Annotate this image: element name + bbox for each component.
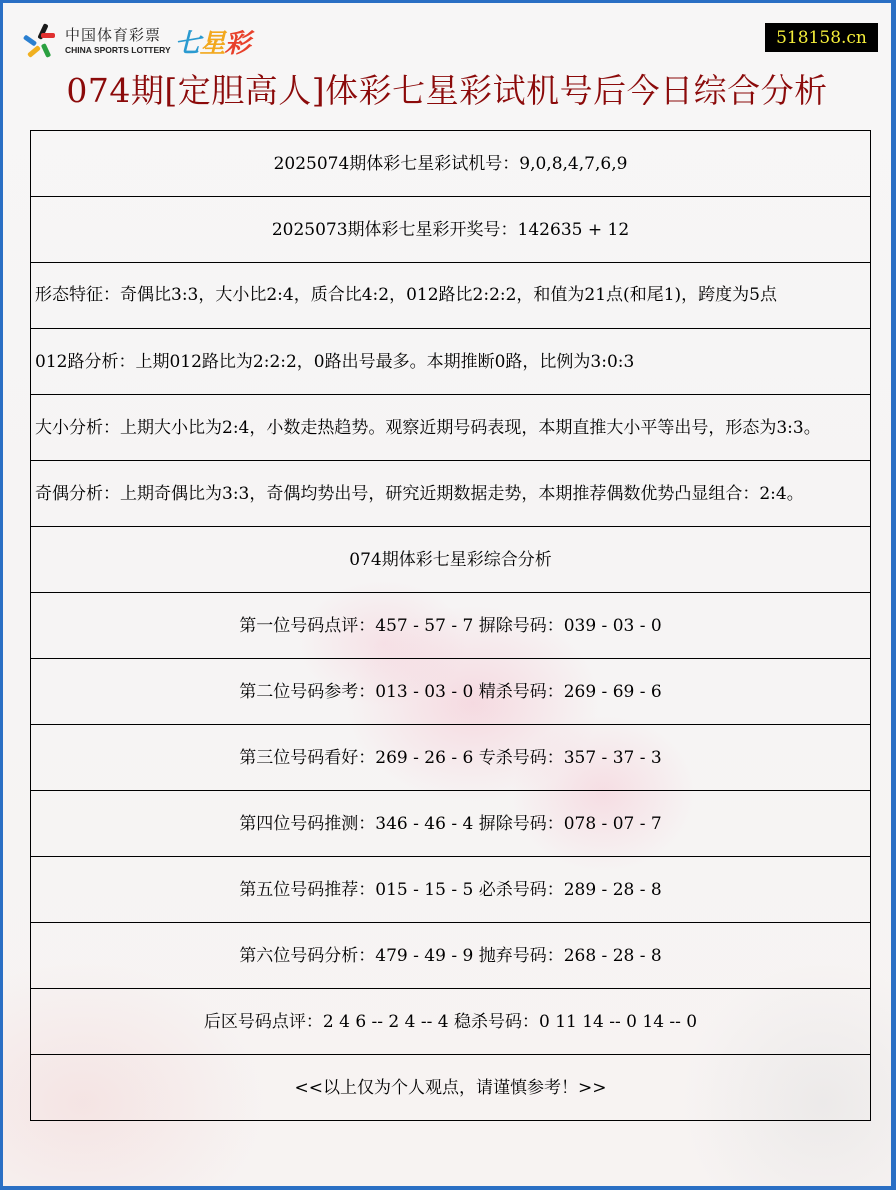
table-row-pattern-features: 形态特征：奇偶比3:3，大小比2:4，质合比4:2，012路比2:2:2，和值为21点(和尾1)，跨度为5点 [31, 263, 870, 329]
logo-cn-name: 中国体育彩票 [65, 25, 162, 44]
table-row-position-5: 第五位号码推荐：015 - 15 - 5 必杀号码：289 - 28 - 8 [31, 857, 870, 923]
china-sports-lottery-logo [21, 23, 250, 59]
table-row-disclaimer: <<以上仅为个人观点，请谨慎参考！>> [31, 1055, 870, 1121]
table-row-odd-even-analysis: 奇偶分析：上期奇偶比为3:3，奇偶均势出号，研究近期数据走势，本期推荐偶数优势凸显组合：2:4。 [31, 461, 870, 527]
page-frame [3, 3, 891, 1186]
lottery-logo-icon [21, 23, 59, 59]
game-name-char: 星 [199, 28, 225, 59]
table-row-size-analysis: 大小分析：上期大小比为2:4，小数走热趋势。观察近期号码表现，本期直推大小平等出号，形态为3:3。 [31, 395, 870, 461]
site-badge: 518158.cn [765, 23, 878, 52]
logo-en-name: CHINA SPORTS LOTTERY [65, 44, 171, 55]
game-name-char: 七 [174, 28, 200, 59]
table-row-trial-number: 2025074期体彩七星彩试机号：9,0,8,4,7,6,9 [31, 131, 870, 197]
table-row-position-2: 第二位号码参考：013 - 03 - 0 精杀号码：269 - 69 - 6 [31, 659, 870, 725]
page-title: 074期[定胆高人]体彩七星彩试机号后今日综合分析 [66, 71, 828, 110]
table-row-previous-draw: 2025073期体彩七星彩开奖号：142635 + 12 [31, 197, 870, 263]
table-row-position-3: 第三位号码看好：269 - 26 - 6 专杀号码：357 - 37 - 3 [31, 725, 870, 791]
game-name-logo [175, 23, 250, 60]
analysis-table [30, 130, 871, 1121]
table-row-position-1: 第一位号码点评：457 - 57 - 7 摒除号码：039 - 03 - 0 [31, 593, 870, 659]
table-row-position-4: 第四位号码推测：346 - 46 - 4 摒除号码：078 - 07 - 7 [31, 791, 870, 857]
table-row-back-zone: 后区号码点评：2 4 6 -- 2 4 -- 4 稳杀号码：0 11 14 -- 0 14 -- 0 [31, 989, 870, 1055]
table-row-012-analysis: 012路分析：上期012路比为2:2:2，0路出号最多。本期推断0路，比例为3:0:3 [31, 329, 870, 395]
game-name-char: 彩 [224, 28, 250, 59]
logo-text [65, 25, 171, 55]
table-row-position-6: 第六位号码分析：479 - 49 - 9 抛弃号码：268 - 28 - 8 [31, 923, 870, 989]
table-row-section-heading: 074期体彩七星彩综合分析 [31, 527, 870, 593]
